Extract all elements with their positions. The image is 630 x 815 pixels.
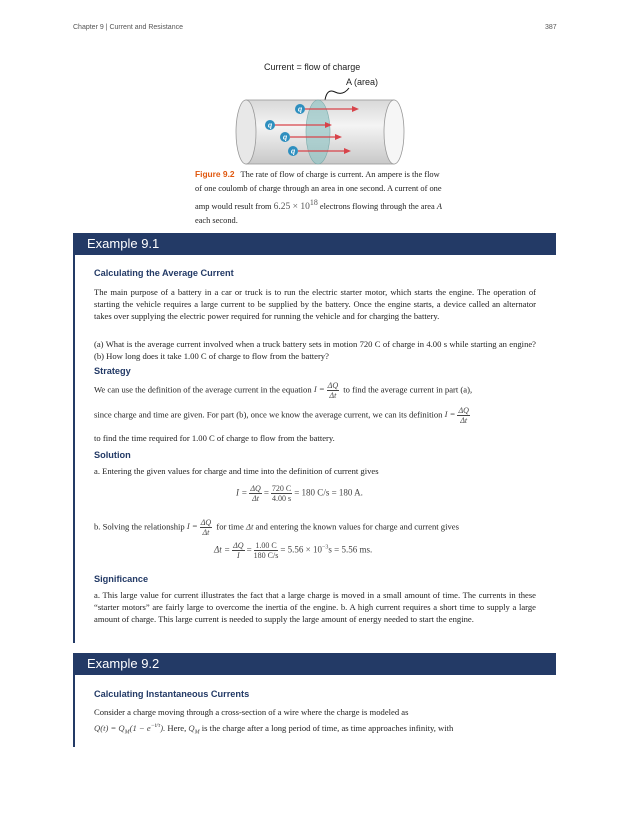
strategy-line-2 — [94, 406, 536, 425]
solution-text: and entering the known values for charge and current gives — [255, 521, 459, 532]
charge-model-formula — [94, 722, 166, 736]
fraction-numerator: ΔQ — [233, 541, 244, 550]
cylinder-illustration — [232, 58, 432, 168]
solution-heading: Solution — [94, 450, 131, 460]
sci-mantissa: 6.25 × 10 — [273, 202, 310, 213]
formula-part: (1 − e — [129, 722, 151, 733]
cylinder-left-end — [236, 100, 256, 164]
figure-label: Figure 9.2 — [195, 169, 235, 179]
page-number: 387 — [545, 24, 557, 31]
solution-part-b — [94, 518, 536, 537]
example-text: is the charge after a long period of time, as time approaches infinity, with — [201, 722, 454, 733]
solution-text: b. Solving the relationship — [94, 521, 185, 532]
eq-lhs: I = — [313, 384, 325, 395]
formula-part: ). — [160, 722, 166, 733]
fraction — [327, 381, 339, 400]
figure-title: Current = flow of charge — [264, 62, 361, 72]
strategy-line-1 — [94, 381, 536, 400]
fraction-denominator: 4.00 s — [272, 494, 292, 503]
figure-caption — [195, 167, 445, 228]
example-9-2-text-2 — [94, 720, 536, 739]
eq-result: = 180 C/s = 180 A. — [294, 487, 363, 498]
equation-a: I = $\frac{\Delta Q}{\Delta t}$ = $\frac{720 C}{4.00 s}$ = 180 C/s = 180 A. — [236, 484, 363, 503]
qm-symbol — [188, 722, 200, 736]
significance-text: a. This large value for current illustrates the fact that a large charge is moved in a small amount of time. The currents in these “starter motors” are fairly large to overcome the inertia of the engine. b. A high current requires a short time to supply a large amount of charge. This large current is needed to supply the large amount of energy needed to start the engine. — [94, 590, 536, 624]
caption-text: electrons flowing through the area — [319, 202, 435, 212]
fraction — [232, 541, 244, 560]
eq-lhs: I = — [444, 409, 456, 420]
charge-label: q — [297, 106, 303, 114]
strategy-heading: Strategy — [94, 366, 131, 376]
eq-exponent: −3 — [322, 544, 329, 551]
strategy-text: since charge and time are given. For part (b), once we know the average current, we can its definition — [94, 409, 443, 420]
delta-t-symbol: Δt — [245, 521, 254, 532]
area-label: A (area) — [346, 77, 379, 87]
fraction-denominator: I — [237, 551, 240, 560]
sci-exponent: 18 — [309, 198, 318, 207]
example-9-1-question: (a) What is the average current involved when a truck battery sets in motion 720 C of charge in 4.00 s while starting an engine? (b) How long does it take 1.00 C of charge to flow from the battery? — [94, 339, 536, 361]
fraction-denominator: Δt — [202, 528, 210, 537]
strategy-text: We can use the definition of the average current in the equation — [94, 384, 312, 395]
equation-b: Δt = $\frac{\Delta Q}{I}$ = $\frac{1.00 C}{180 C/s}$ = $5.56 \times 10^{-3}s = 5.56$ ms. — [214, 541, 373, 560]
example-9-2-border — [73, 675, 75, 747]
fraction — [271, 484, 292, 503]
formula-part: Q(t) = Q — [94, 722, 125, 733]
fraction-numerator: 720 C — [271, 484, 292, 493]
eq-lhs: I = — [236, 487, 248, 498]
example-9-2-title: Calculating Instantaneous Currents — [94, 689, 250, 699]
solution-text: for time — [216, 521, 244, 532]
fraction-denominator: Δt — [460, 416, 468, 425]
fraction-denominator: 180 C/s — [253, 551, 279, 560]
significance-heading: Significance — [94, 574, 149, 584]
qm-subscript: M — [194, 729, 200, 736]
charge-label: q — [282, 134, 288, 142]
formula-exponent: −t/τ — [150, 723, 161, 729]
eq-lhs: Δt = — [214, 544, 231, 555]
fraction-numerator: ΔQ — [250, 484, 261, 493]
charge-label: q — [267, 122, 273, 130]
example-text: Here, — [167, 722, 187, 733]
running-header-chapter: Chapter 9 | Current and Resistance — [73, 24, 183, 31]
fraction — [254, 541, 279, 560]
example-9-1-header: Example 9.1 — [73, 233, 556, 255]
eq-lhs: I = — [186, 521, 198, 532]
fraction-denominator: Δt — [329, 391, 337, 400]
strategy-text: to find the average current in part (a), — [343, 384, 473, 395]
fraction — [249, 484, 261, 503]
cylinder-right-end — [384, 100, 404, 164]
caption-text: each second. — [195, 216, 238, 226]
caption-area-symbol: A — [436, 202, 442, 212]
fraction-numerator: ΔQ — [327, 381, 339, 390]
eq-result: = 5.56 × 10 — [280, 544, 322, 555]
caption-sci-number — [273, 198, 318, 213]
example-9-1-border — [73, 255, 75, 643]
fraction — [200, 518, 212, 537]
solution-part-a: a. Entering the given values for charge and time into the definition of current gives — [94, 466, 379, 476]
caption-text: The rate of flow of charge is current. An ampere is the flow of one coulomb of charge through an area in one second. A current of one amp would result from — [195, 170, 442, 212]
formula-subscript: M — [124, 729, 130, 736]
eq-result: s = 5.56 ms. — [328, 544, 373, 555]
fraction-numerator: 1.00 C — [255, 541, 277, 550]
example-9-2-text-1: Consider a charge moving through a cross-section of a wire where the charge is modeled as — [94, 707, 409, 717]
example-9-2-header: Example 9.2 — [73, 653, 556, 675]
fraction-denominator: Δt — [252, 494, 260, 503]
fraction-numerator: ΔQ — [200, 518, 212, 527]
qm-letter: Q — [188, 722, 195, 733]
charge-label: q — [290, 148, 296, 156]
fraction-numerator: ΔQ — [458, 406, 469, 415]
example-9-1-intro: The main purpose of a battery in a car or truck is to run the electric starter motor, which starts the engine. The operation of starting the vehicle requires a large current to be supplied by the battery. Once the engine starts, a device called an alternator takes over supplying the electric power required for running the vehicle and for charging the battery. — [94, 287, 536, 321]
strategy-line-3: to find the time required for 1.00 C of charge to flow from the battery. — [94, 433, 335, 443]
fraction — [457, 406, 469, 425]
figure-current-diagram — [232, 58, 432, 168]
example-9-1-title: Calculating the Average Current — [94, 268, 234, 278]
